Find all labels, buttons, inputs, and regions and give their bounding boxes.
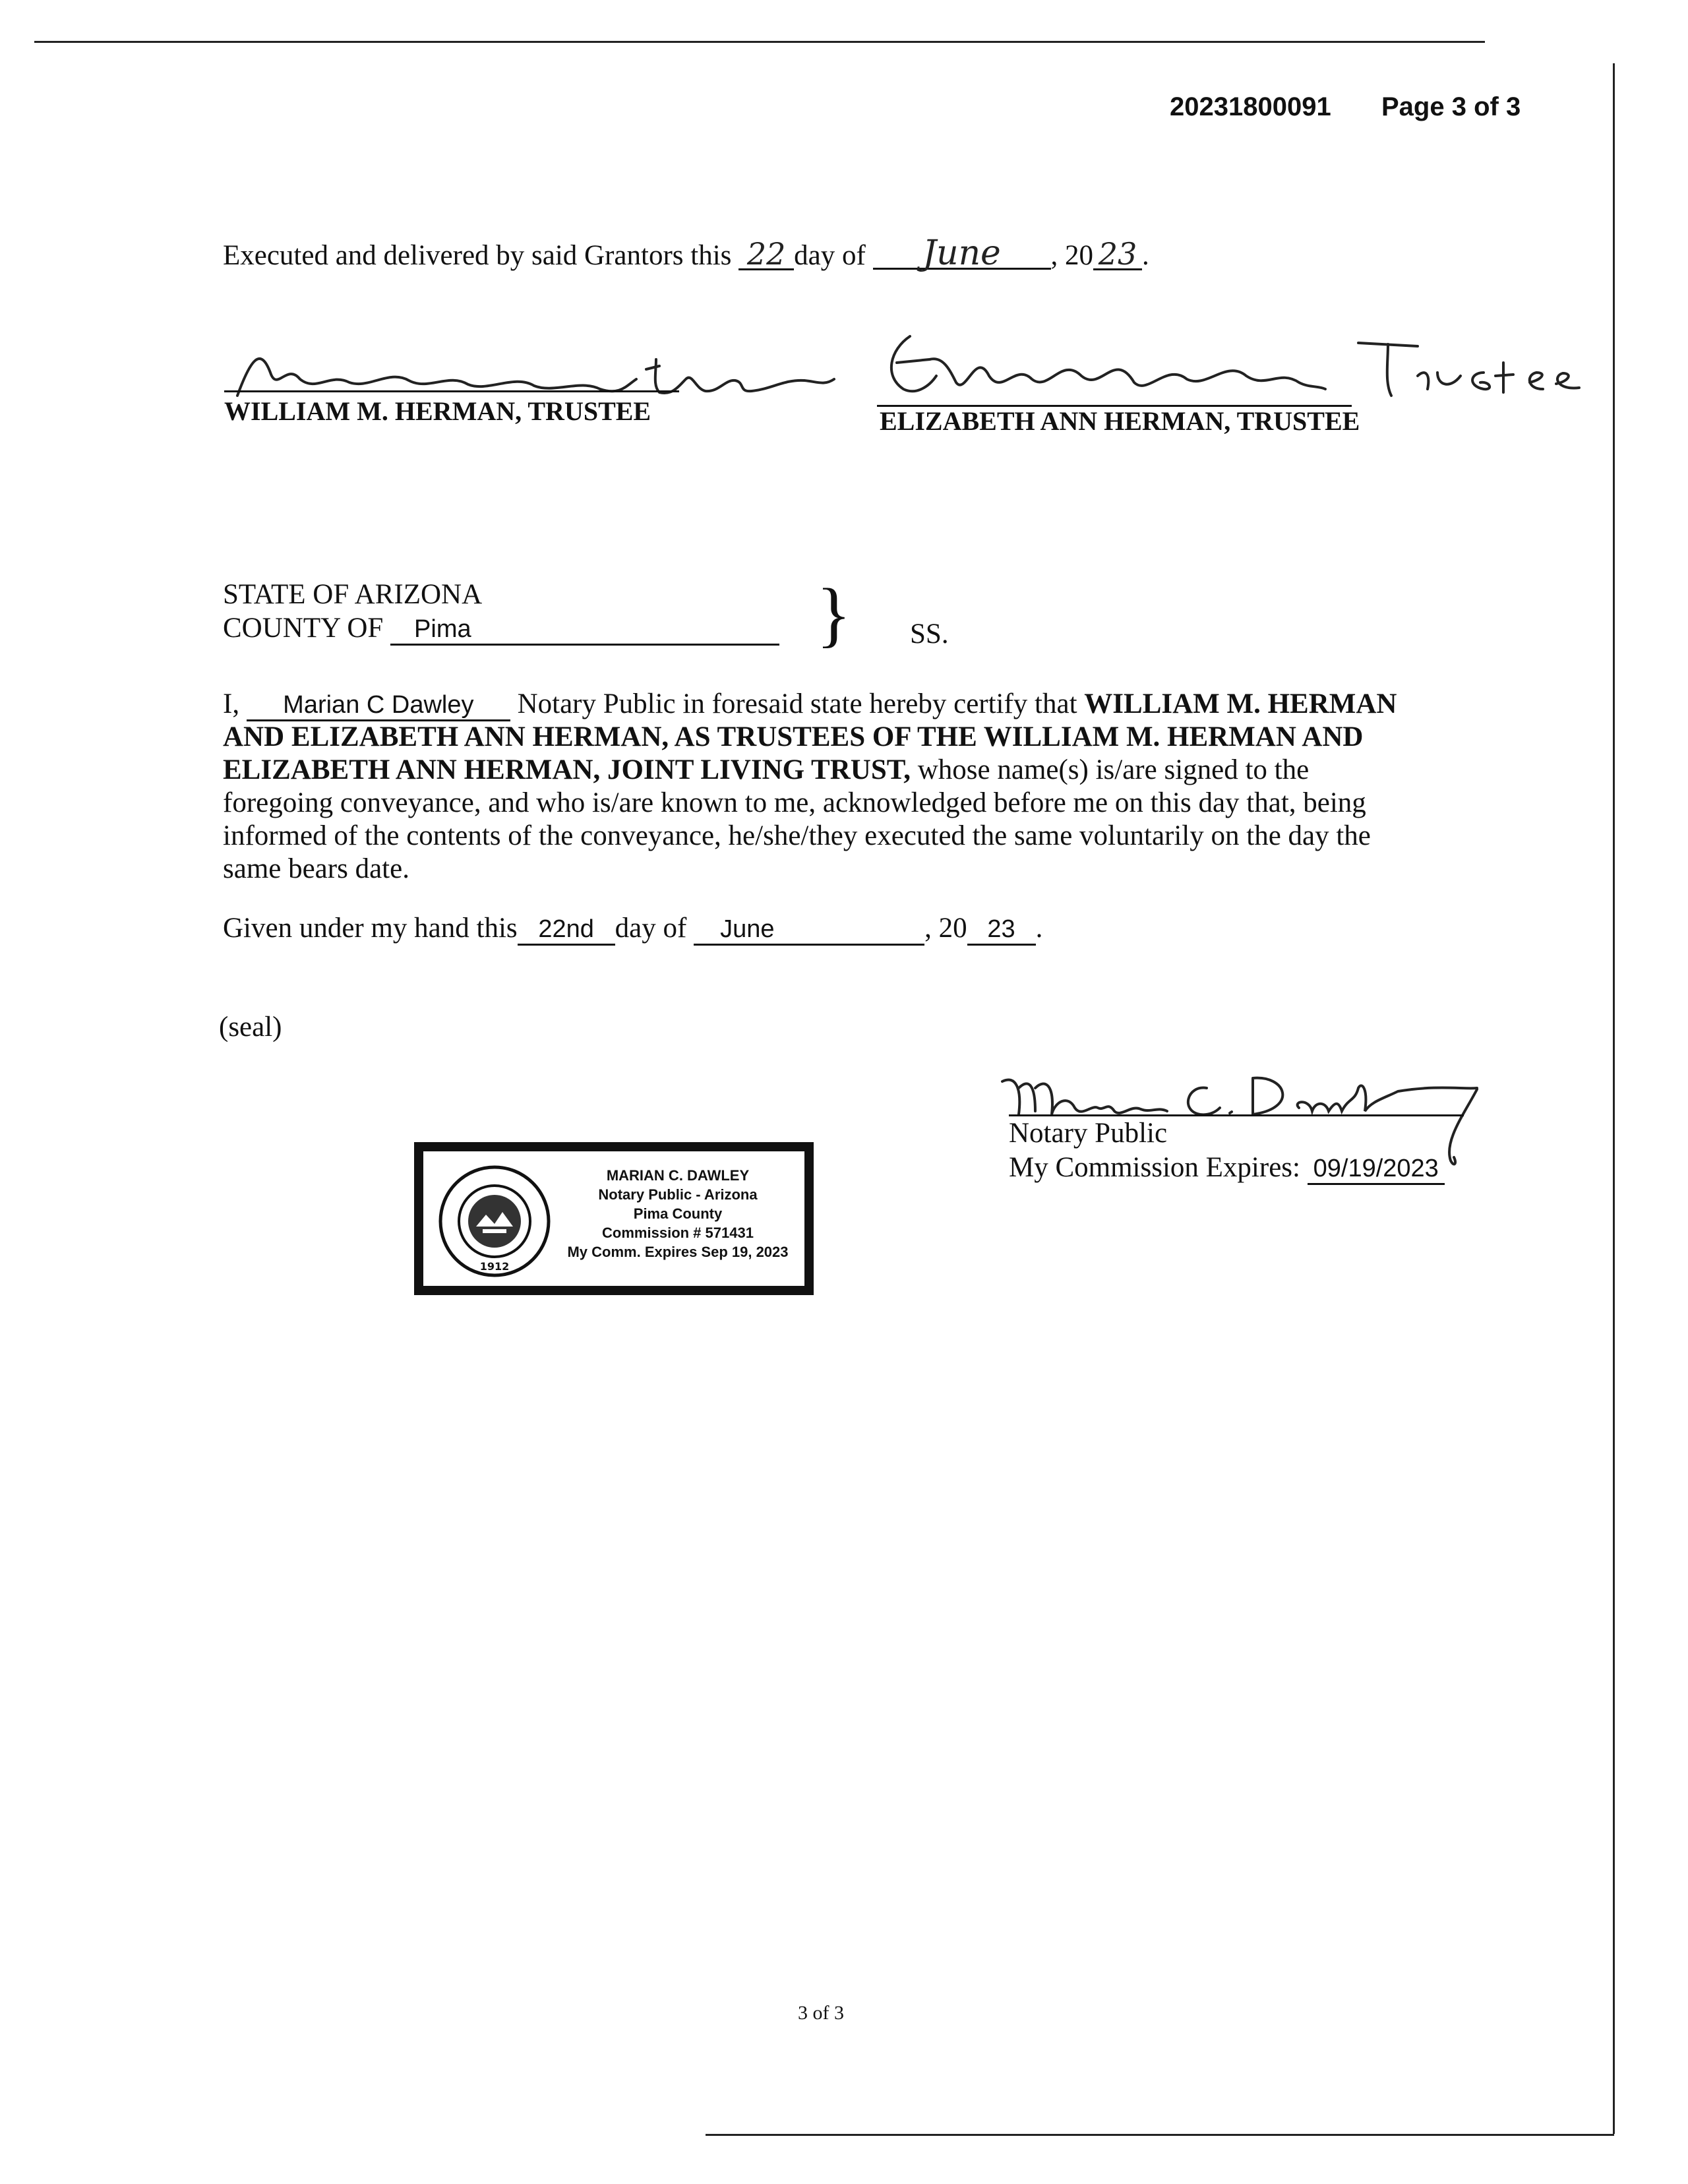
- venue-county-label: COUNTY OF: [223, 613, 384, 644]
- venue-ss: SS.: [910, 619, 949, 650]
- page-border-top: [34, 41, 1485, 43]
- given-day-of: day of: [615, 913, 687, 944]
- execution-prefix: Executed and delivered by said Grantors this: [223, 240, 732, 271]
- certification-line3-bold: ELIZABETH ANN HERMAN, JOINT LIVING TRUST,: [223, 754, 911, 785]
- venue-county: [223, 612, 779, 646]
- document-number: 20231800091: [1170, 92, 1331, 121]
- arizona-seal-icon: [437, 1163, 553, 1279]
- certification-line-3: [223, 754, 1309, 787]
- notary-name-field: Marian C Dawley: [247, 690, 510, 721]
- given-end: .: [1035, 913, 1043, 944]
- footer-page-number: 3 of 3: [798, 2002, 844, 2024]
- signature-line-notary: [1009, 1114, 1464, 1116]
- certification-line-6: same bears date.: [223, 853, 409, 884]
- venue-brace: }: [816, 574, 851, 654]
- notary-stamp: [414, 1142, 814, 1295]
- stamp-line-5: My Comm. Expires Sep 19, 2023: [567, 1244, 789, 1260]
- page-number-header: Page 3 of 3: [1381, 92, 1521, 121]
- certification-line-1: [223, 688, 1397, 721]
- venue-county-value: Pima: [390, 615, 779, 646]
- seal-label: (seal): [219, 1012, 282, 1043]
- signature-william-herman: [224, 333, 844, 406]
- signer-name-elizabeth: ELIZABETH ANN HERMAN, TRUSTEE: [880, 406, 1360, 436]
- stamp-line-4: Commission # 571431: [602, 1225, 754, 1241]
- execution-day: 22: [738, 239, 794, 270]
- notary-commission-line: [1009, 1151, 1445, 1185]
- stamp-text-block: [567, 1166, 789, 1261]
- certification-line-5: informed of the contents of the conveyance, he/she/they executed the same voluntarily on the day the: [223, 820, 1371, 851]
- notary-title: Notary Public: [1009, 1118, 1168, 1149]
- seal-year: 1912: [479, 1260, 510, 1273]
- given-day: 22nd: [518, 915, 615, 946]
- execution-month: June: [873, 239, 1051, 270]
- execution-end: .: [1142, 240, 1149, 271]
- certification-line3-rest: whose name(s) is/are signed to the: [917, 754, 1310, 785]
- given-line: [223, 912, 1042, 946]
- stamp-line-3: Pima County: [633, 1205, 723, 1222]
- notary-expires-label: My Commission Expires:: [1009, 1152, 1300, 1183]
- page-border-right: [1613, 63, 1615, 2134]
- given-month: June: [694, 915, 924, 946]
- stamp-line-2: Notary Public - Arizona: [598, 1186, 758, 1203]
- certification-line-4: foregoing conveyance, and who is/are known to me, acknowledged before me on this day that, being: [223, 787, 1366, 818]
- certification-bold1: WILLIAM M. HERMAN: [1084, 688, 1397, 719]
- given-year-prefix: , 20: [924, 913, 967, 944]
- certification-i: I,: [223, 688, 240, 719]
- signature-elizabeth-herman: [870, 323, 1596, 415]
- page-border-bottom: [706, 2134, 1614, 2136]
- notary-expires-value: 09/19/2023: [1308, 1154, 1445, 1185]
- stamp-line-1: MARIAN C. DAWLEY: [606, 1167, 750, 1184]
- execution-year: 23: [1093, 239, 1142, 270]
- certification-text1: Notary Public in foresaid state hereby certify that: [517, 688, 1077, 719]
- given-year: 23: [967, 915, 1036, 946]
- signature-line-william: [224, 390, 679, 392]
- certification-line-2: AND ELIZABETH ANN HERMAN, AS TRUSTEES OF THE WILLIAM M. HERMAN AND: [223, 721, 1364, 752]
- execution-year-prefix: , 20: [1050, 240, 1094, 271]
- execution-line: [223, 233, 1149, 273]
- execution-day-of: day of: [794, 240, 866, 271]
- given-prefix: Given under my hand this: [223, 913, 518, 944]
- signer-name-william: WILLIAM M. HERMAN, TRUSTEE: [224, 396, 651, 426]
- venue-state: STATE OF ARIZONA: [223, 579, 483, 610]
